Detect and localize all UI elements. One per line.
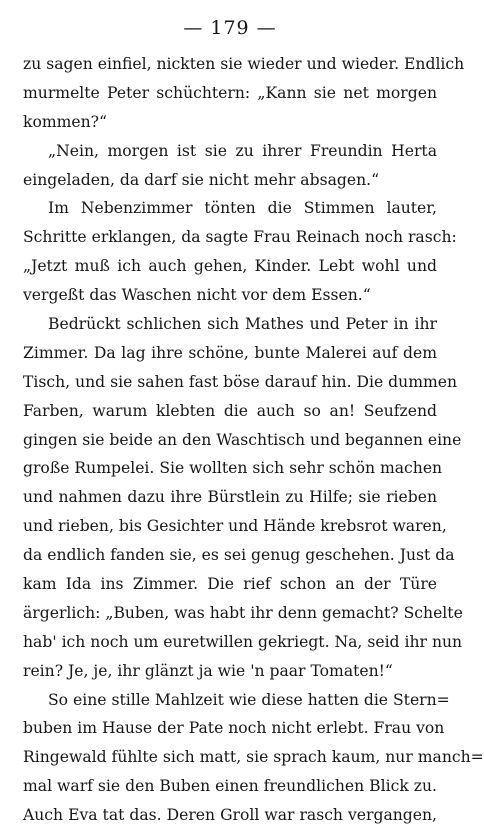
text-line: vergeßt das Waschen nicht vor dem Essen.“ (23, 286, 371, 305)
text-line: da endlich fanden sie, es sei genug geschehen. Just da (23, 546, 455, 565)
text-line: buben im Hause der Pate noch nicht erlebt. Frau von (23, 719, 445, 738)
text-line: Schritte erklangen, da sagte Frau Reinach noch rasch: (23, 228, 457, 247)
text-line: „Nein, morgen ist sie zu ihrer Freundin Herta (48, 141, 437, 160)
text-line: hab' ich noch um euretwillen gekriegt. Na, seid ihr nun (23, 632, 463, 651)
text-line: Auch Eva tat das. Deren Groll war rasch vergangen, (23, 806, 437, 825)
text-line: und nahmen dazu ihre Bürstlein zu Hilfe; sie rieben (23, 488, 437, 507)
text-line: eingeladen, da darf sie nicht mehr absagen.“ (23, 170, 380, 189)
text-line: rein? Je, je, ihr glänzt ja wie 'n paar Tomaten!“ (23, 661, 393, 680)
text-line: murmelte Peter schüchtern: „Kann sie net morgen (23, 83, 437, 102)
text-line: und rieben, bis Gesichter und Hände krebsrot waren, (23, 517, 447, 536)
text-line: kommen?“ (23, 112, 108, 131)
text-line: Im Nebenzimmer tönten die Stimmen lauter, (48, 199, 437, 218)
text-line: kam Ida ins Zimmer. Die rief schon an der Türe (23, 575, 437, 594)
text-line: Farben, warum klebten die auch so an! Seufzend (23, 401, 437, 420)
text-line: „Jetzt muß ich auch gehen, Kinder. Lebt wohl und (23, 257, 437, 276)
text-line: gingen sie beide an den Waschtisch und begannen eine (23, 430, 462, 449)
text-line: Bedrückt schlichen sich Mathes und Peter in ihr (48, 315, 437, 334)
text-line: So eine stille Mahlzeit wie diese hatten die Stern= (48, 690, 450, 709)
page-number: — 179 — (183, 17, 277, 39)
text-line: zu sagen einfiel, nickten sie wieder und wieder. Endlich (23, 55, 465, 73)
text-line: mal warf sie den Buben einen freundlichen Blick zu. (23, 777, 437, 796)
text-line: Ringewald fühlte sich matt, sie sprach kaum, nur manch= (23, 748, 484, 767)
text-line: Zimmer. Da lag ihre schöne, bunte Malerei auf dem (23, 343, 437, 362)
body-text (23, 50, 484, 830)
text-line: Tisch, und sie sahen fast böse darauf hin. Die dummen (23, 372, 458, 391)
text-line: große Rumpelei. Sie wollten sich sehr schön machen (23, 459, 443, 478)
text-line: ärgerlich: „Buben, was habt ihr denn gemacht? Schelte (23, 603, 463, 622)
